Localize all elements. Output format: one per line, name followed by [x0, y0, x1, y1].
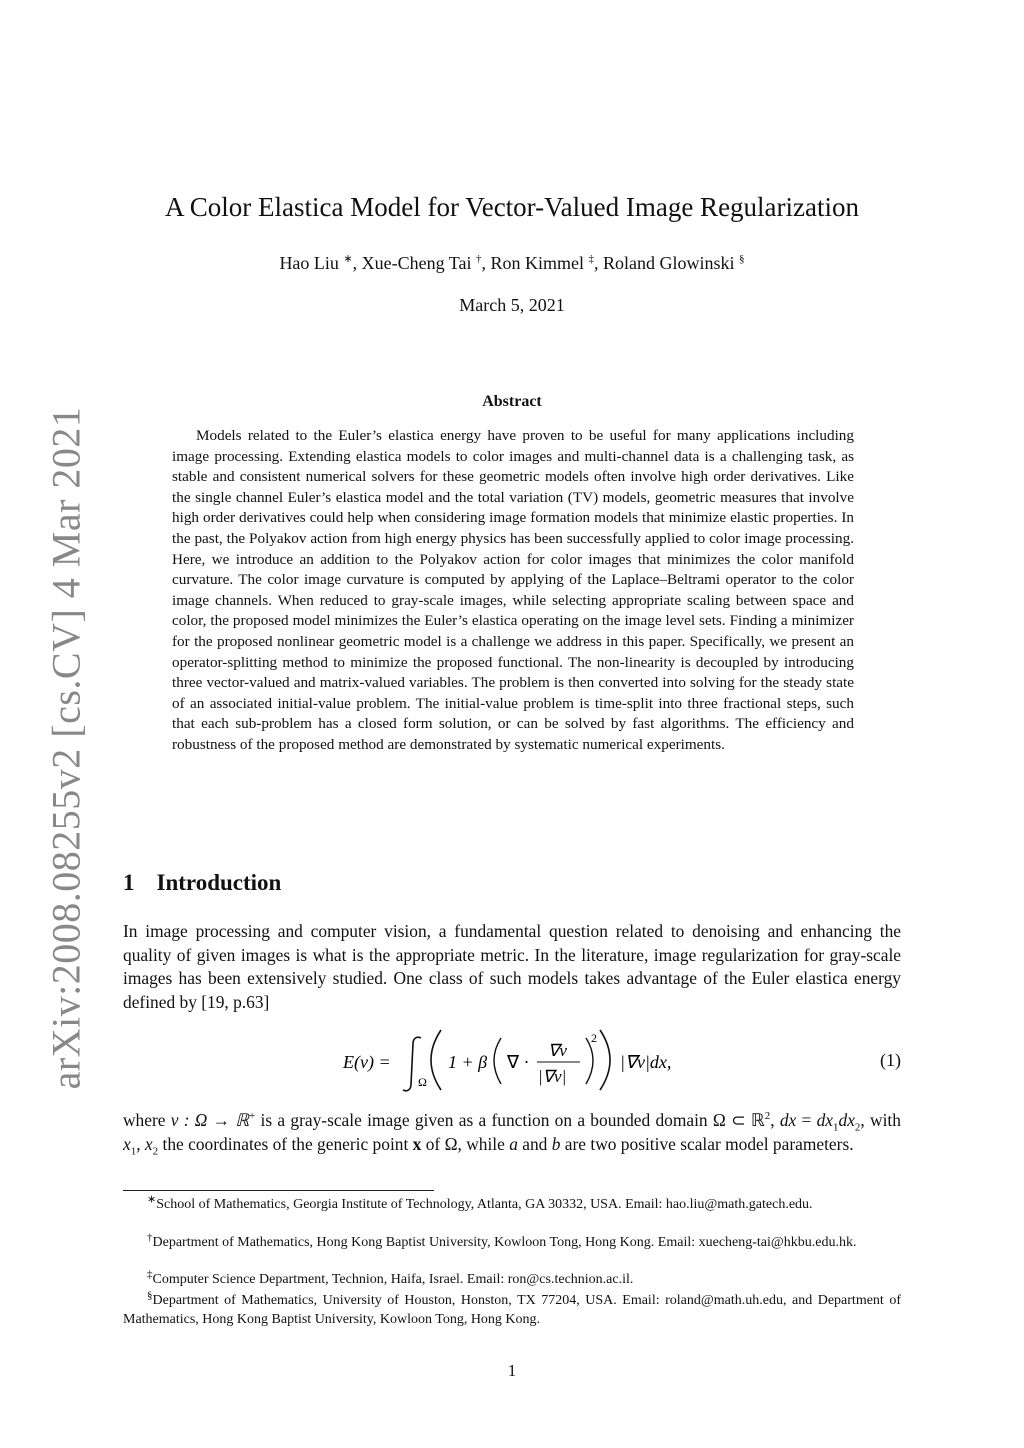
- dx2-symbol: dx: [838, 1110, 855, 1130]
- author-name: Hao Liu: [279, 253, 339, 273]
- paper-title: A Color Elastica Model for Vector-Valued Image Regularization: [165, 192, 859, 222]
- author-name: Xue-Cheng Tai: [361, 253, 472, 273]
- author-mark: ∗: [343, 253, 353, 265]
- x2-symbol: , x: [136, 1133, 153, 1154]
- dim-two: 2: [764, 1110, 771, 1123]
- author-name: Roland Glowinski: [603, 253, 735, 273]
- page-number: 1: [507, 1361, 517, 1380]
- sub-one-b: 1: [130, 1144, 137, 1157]
- equals-sign: =: [801, 1110, 812, 1130]
- author-list: Hao Liu ∗, Xue-Cheng Tai †, Ron Kimmel ‡, Roland Glowinski §: [279, 253, 745, 273]
- abstract-heading: Abstract: [482, 393, 542, 410]
- author-name: Ron Kimmel: [490, 253, 585, 273]
- author-mark: †: [476, 253, 482, 265]
- footnote-mark: †: [147, 1231, 153, 1244]
- dx-symbol: dx: [779, 1110, 797, 1130]
- equation-1: [123, 1026, 901, 1098]
- section-number: 1: [123, 870, 135, 895]
- outer-left-paren: [431, 1030, 441, 1090]
- intro-paragraph: In image processing and computer vision, a fundamental question related to denoising and enhancing the quality of given images is what is the appropriate metric. In the literature, image regularization for gray-scale images has been extensively studied. One class of such models takes advantage of the Euler elastica energy defined by [19, p.63]: [123, 921, 901, 1012]
- section-heading: [123, 870, 281, 896]
- eq-exponent: 2: [591, 1031, 597, 1045]
- footnote: [123, 1289, 901, 1329]
- where-word: where: [123, 1110, 166, 1130]
- footnote: [123, 1193, 901, 1215]
- dx1-symbol: dx: [816, 1110, 833, 1130]
- eq-denominator: |∇v|: [538, 1067, 567, 1086]
- eq-lhs: E(v) =: [343, 1052, 391, 1072]
- omega-subset: Ω ⊂ ℝ: [712, 1110, 765, 1130]
- and-word: and: [522, 1133, 548, 1154]
- param-a: a: [509, 1133, 518, 1154]
- section-title: Introduction: [156, 870, 282, 895]
- eq-domain: Ω: [418, 1075, 427, 1089]
- sub-two: 2: [854, 1121, 861, 1134]
- x1-symbol: x: [123, 1133, 131, 1154]
- inner-left-paren: [494, 1038, 501, 1084]
- v-map: v : Ω → ℝ: [170, 1110, 250, 1130]
- eq-tail: |∇v|dx,: [620, 1052, 672, 1072]
- arxiv-stamp-text: arXiv:2008.08255v2 [cs.CV] 4 Mar 2021: [43, 406, 89, 1090]
- author-mark: §: [739, 253, 745, 265]
- text-part-4: of Ω, while: [425, 1133, 505, 1154]
- equation-graphic: [123, 1026, 823, 1098]
- footnote-mark: ∗: [147, 1193, 157, 1206]
- outer-right-paren: [600, 1030, 610, 1090]
- where-paragraph: [123, 1109, 901, 1156]
- eq-nabla-dot: ∇ ·: [507, 1052, 530, 1072]
- text-part-3: the coordinates of the generic point: [162, 1133, 409, 1154]
- eq-one-plus-beta: 1 + β: [448, 1052, 488, 1072]
- author-mark: ‡: [588, 253, 595, 265]
- text-part-1: is a gray-scale image given as a function on a bounded domain: [260, 1110, 708, 1130]
- eq-numerator: ∇v: [548, 1041, 567, 1060]
- sub-two-c: 2: [152, 1144, 159, 1157]
- footnote-text: School of Mathematics, Georgia Institute of Technology, Atlanta, GA 30332, USA. Email: hao.liu@math.gatech.edu.: [156, 1197, 813, 1212]
- footnote-mark: §: [147, 1289, 153, 1302]
- footnote-text: Department of Mathematics, Hong Kong Baptist University, Kowloon Tong, Hong Kong. Email: xuecheng-tai@hkbu.edu.hk.: [152, 1235, 857, 1250]
- plus-superscript: +: [249, 1110, 256, 1123]
- text-part-2: , with: [860, 1110, 901, 1130]
- paper-date: March 5, 2021: [459, 295, 565, 315]
- param-b: b: [551, 1133, 561, 1154]
- sub-one: 1: [833, 1121, 839, 1134]
- footnote-text: Computer Science Department, Technion, Haifa, Israel. Email: ron@cs.technion.ac.il.: [152, 1272, 634, 1287]
- footnote-mark: ‡: [147, 1268, 153, 1281]
- footnote-text: Department of Mathematics, University of Houston, Honston, TX 77204, USA. Email: roland@math.uh.edu, and Department of Mathematics, Hong Kong Baptist University, Kowloon Tong, Hong Kong.: [123, 1293, 901, 1327]
- abstract-text: Models related to the Euler’s elastica energy have proven to be useful for many applications including image processing. Extending elastica models to color images and multi-channel data is a challenging task, as stable and consistent numerical solvers for these geometric models often involve high order derivatives. Like the single channel Euler’s elastica model and the total variation (TV) models, geometric measures that involve high order derivatives could help when considering image formation models that minimize elastic properties. In the past, the Polyakov action from high energy physics has been successfully applied to color image processing. Here, we introduce an addition to the Polyakov action for color images that minimizes the color manifold curvature. The color image curvature is computed by applying of the Laplace–Beltrami operator to the color image channels. When reduced to gray-scale images, while selecting appropriate scaling between space and color, the proposed model minimizes the Euler’s elastica operating on the image level sets. Finding a minimizer for the proposed nonlinear geometric model is a challenge we address in this paper. Specifically, we present an operator-splitting method to minimize the proposed functional. The non-linearity is decoupled by introducing three vector-valued and matrix-valued variables. The problem is then converted into solving for the steady state of an associated initial-value problem. The initial-value problem is time-split into three fractional steps, such that each sub-problem has a closed form solution, or can be solved by fast algorithms. The efficiency and robustness of the proposed method are demonstrated by systematic numerical experiments.: [172, 427, 854, 753]
- footnote-rule: [123, 1190, 434, 1191]
- equation-number: (1): [880, 1050, 901, 1070]
- footnote: [123, 1268, 901, 1290]
- footnote: [123, 1231, 901, 1253]
- comma: ,: [770, 1110, 775, 1130]
- bold-x: x: [412, 1133, 422, 1154]
- text-part-5: are two positive scalar model parameters.: [564, 1133, 854, 1154]
